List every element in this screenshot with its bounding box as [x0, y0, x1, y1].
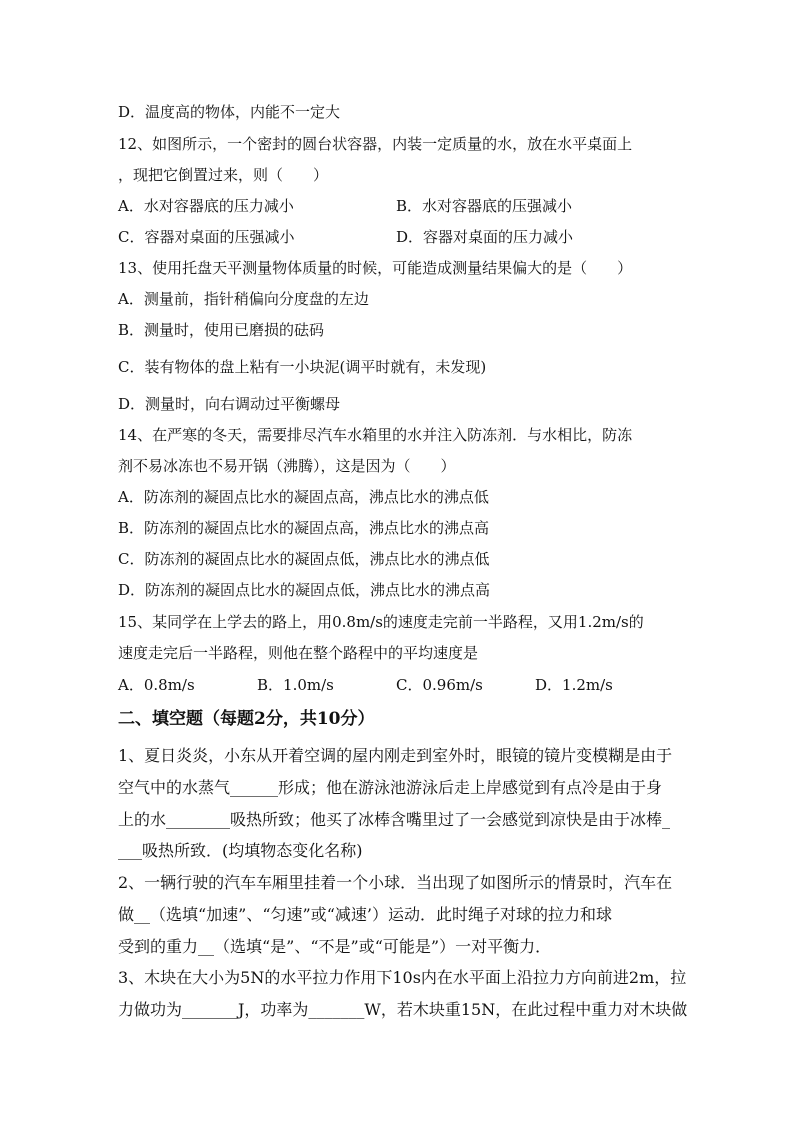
fill2-line2: 做__（选填“加速”、“匀速”或“减速’）运动．此时绳子对球的拉力和球: [118, 905, 612, 924]
fill2-line1: 2、一辆行驶的汽车车厢里挂着一个小球．当出现了如图所示的情景时，汽车在: [118, 873, 673, 892]
q15-stem-line2: 速度走完后一半路程，则他在整个路程中的平均速度是: [118, 644, 479, 662]
q14-option-b: B．防冻剂的凝固点比水的凝固点高，沸点比水的沸点高: [118, 519, 490, 537]
q11-option-d: D．温度高的物体，内能不一定大: [118, 103, 341, 121]
q14-option-a: A．防冻剂的凝固点比水的凝固点高，沸点比水的沸点低: [118, 488, 489, 506]
q13-option-b: B．测量时，使用已磨损的砝码: [118, 321, 325, 339]
q13-stem: 13、使用托盘天平测量物体质量的时候，可能造成测量结果偏大的是（ ）: [118, 259, 633, 277]
q15-option-a: A．0.8m/s: [118, 676, 195, 694]
q14-stem-line2: 剂不易冰冻也不易开锅（沸腾），这是因为（ ）: [118, 457, 456, 475]
q13-option-a: A．测量前，指针稍偏向分度盘的左边: [118, 290, 369, 308]
q14-option-c: C．防冻剂的凝固点比水的凝固点低，沸点比水的沸点低: [118, 550, 490, 568]
section-2-heading: 二、填空题（每题2分，共10分）: [118, 709, 375, 729]
q12-stem-line1: 12、如图所示，一个密封的圆台状容器，内装一定质量的水，放在水平桌面上: [118, 135, 633, 153]
fill1-line4: ___吸热所致．(均填物态变化名称): [118, 841, 363, 860]
q12-option-a: A．水对容器底的压力减小: [118, 197, 294, 215]
q13-option-d: D．测量时，向右调动过平衡螺母: [118, 395, 341, 413]
q15-option-d: D．1.2m/s: [535, 676, 613, 694]
fill1-line2: 空气中的水蒸气______形成；他在游泳池游泳后走上岸感觉到有点冷是由于身: [118, 778, 663, 797]
q12-option-c: C．容器对桌面的压强减小: [118, 228, 295, 246]
q12-option-d: D．容器对桌面的压力减小: [396, 228, 574, 246]
q12-option-b: B．水对容器底的压强减小: [396, 197, 573, 215]
q14-option-d: D．防冻剂的凝固点比水的凝固点低，沸点比水的沸点高: [118, 581, 491, 599]
fill2-line3: 受到的重力__（选填“是”、“不是”或“可能是”）一对平衡力．: [118, 937, 552, 956]
q13-option-c: C．装有物体的盘上粘有一小块泥(调平时就有，未发现): [118, 358, 487, 376]
fill3-line2: 力做功为_______J，功率为_______W，若木块重15N，在此过程中重力对木块做: [118, 1000, 688, 1019]
q15-option-b: B．1.0m/s: [257, 676, 334, 694]
q12-stem-line2: ，现把它倒置过来，则（ ）: [118, 166, 329, 184]
fill1-line3: 上的水________吸热所致；他买了冰棒含嘴里过了一会感觉到凉快是由于冰棒_: [118, 810, 671, 829]
q15-option-c: C．0.96m/s: [396, 676, 483, 694]
q15-stem-line1: 15、某同学在上学去的路上，用0.8m/s的速度走完前一半路程，又用1.2m/s的: [118, 613, 644, 631]
q14-stem-line1: 14、在严寒的冬天，需要排尽汽车水箱里的水并注入防冻剂．与水相比，防冻: [118, 426, 633, 444]
fill3-line1: 3、木块在大小为5N的水平拉力作用下10s内在水平面上沿拉力方向前进2m，拉: [118, 968, 687, 987]
fill1-line1: 1、夏日炎炎，小东从开着空调的屋内刚走到室外时，眼镜的镜片变模糊是由于: [118, 746, 673, 765]
